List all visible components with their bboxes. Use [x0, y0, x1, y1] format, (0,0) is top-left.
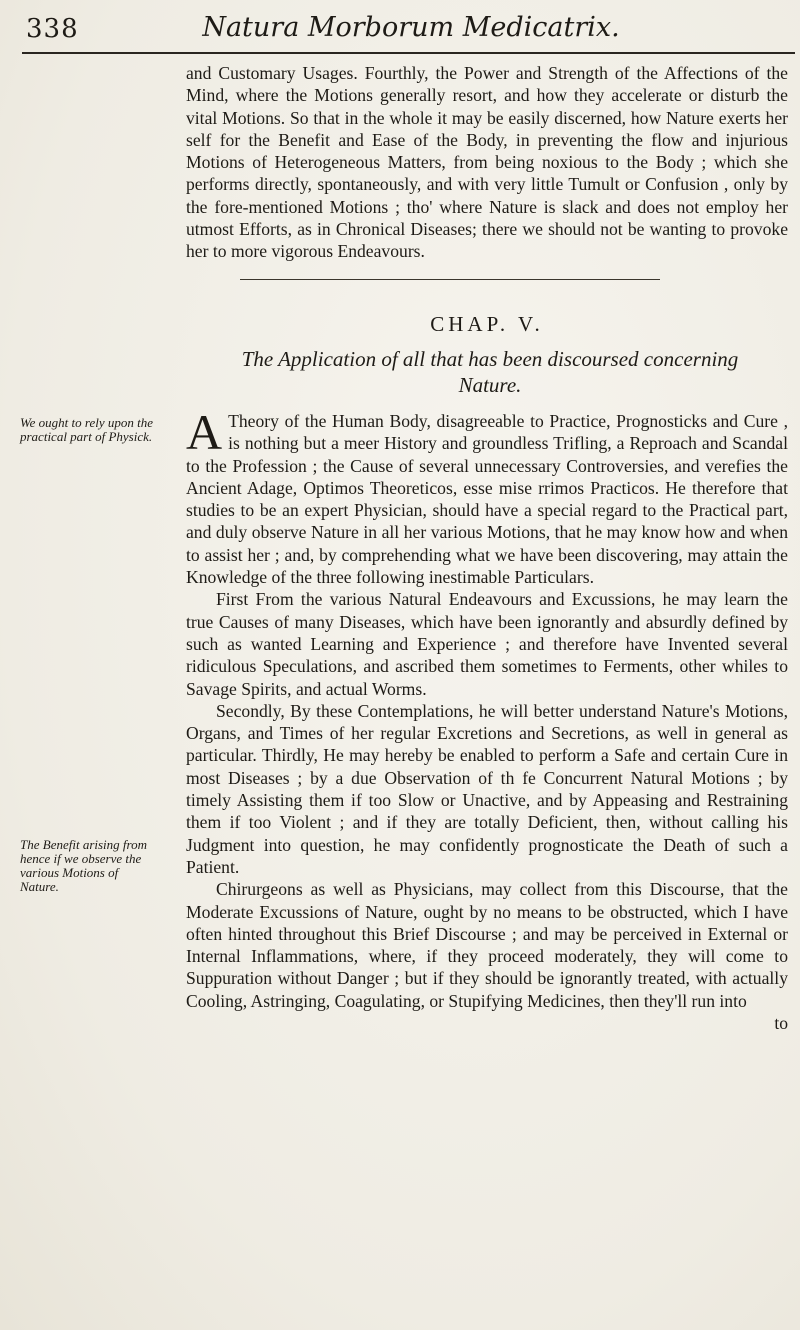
paragraph-1-text: and Customary Usages. Fourthly, the Power and Strength of the Affections of the Mind, where the Motions generally resort, and how they accelerate or disturb the vital Motions. So that in the whole it may be easily discerned, how Nature exerts her self for the Benefit and Ease of the Body, in preventing the flow and injurious Motions of Heterogeneous Matters, from being noxious to the Body ; which she performs directly, spontaneously, and with very little Tumult or Confusion , only by the fore-mentioned Motions ; tho' where Nature is slack and does not employ her utmost Efforts, as in Chronical Diseases; there we should not be wanting to provoke her to more vigorous Endeavours.	[186, 63, 788, 262]
running-title: Natura Morborum Medicatrix.	[202, 12, 620, 43]
chapter-heading: CHAP. V.	[430, 312, 544, 336]
page-number: 338	[26, 14, 79, 44]
section-divider	[240, 279, 660, 280]
margin-note-1: We ought to rely upon the practical part of Physick.	[20, 415, 153, 444]
paragraph-1	[186, 62, 788, 263]
drop-cap: A	[186, 404, 223, 460]
chapter-body	[186, 404, 788, 1034]
paragraph-3: First From the various Natural Endeavours and Excussions, he may learn the true Causes of many Diseases, which have been ignorantly and absurdly defined by such as wanted Learning and Experience ; and therefore have Invented several ridiculous Speculations, and ascribed them sometimes to Ferments, other whiles to Savage Spirits, and actual Worms.	[186, 589, 788, 699]
header-rule	[22, 52, 795, 54]
paragraph-5: Chirurgeons as well as Physicians, may collect from this Discourse, that the Moderate Excussions of Nature, ought by no means to be obstructed, which I have often hinted throughout this Brief Discourse ; and may be perceived in External or Internal Inflammations, where, if they proceed moderately, they will come to Suppuration without Danger ; but if they should be ignorantly treated, with actually Cooling, Astringing, Coagulating, or Stupifying Medicines, then they'll run into	[186, 879, 788, 1011]
paragraph-2-text: Theory of the Human Body, disagreeable to Practice, Prognosticks and Cure , is nothing but a meer History and groundless Trifling, a Reproach and Scandal to the Profession ; the Cause of several unnecessary Controversies, and verefies the Ancient Adage, Optimos Theoreticos, esse mise rrimos Practicos. He therefore that studies to be an expert Physician, should have a special regard to the Practical part, and duly observe Nature in all her various Motions, that he may know how and when to assist her ; and, by comprehending what we have been discovering, may attain the Knowledge of the three following inestimable Particulars.	[186, 411, 788, 588]
chapter-subtitle: The Application of all that has been discoursed concerning Nature.	[241, 347, 739, 397]
paragraph-4: Secondly, By these Contemplations, he will better understand Nature's Motions, Organs, and Times of her regular Excretions and Secretions, as well in general as particular. Thirdly, He may hereby be enabled to perform a Safe and certain Cure in most Diseases ; by a due Observation of th fe Concurrent Natural Motions ; by timely Assisting them if too Slow or Unactive, and by Appeasing and Restraining them if too Violent ; and if they are totally Deficient, then, without calling his Judgment into question, he may confidently prognosticate the Death of such a Patient.	[186, 700, 788, 877]
margin-note-2: The Benefit arising from hence if we observe the various Motions of Nature.	[20, 837, 147, 894]
page-header	[26, 8, 796, 52]
catchword: to	[774, 1013, 788, 1034]
paragraph-2	[186, 404, 788, 588]
